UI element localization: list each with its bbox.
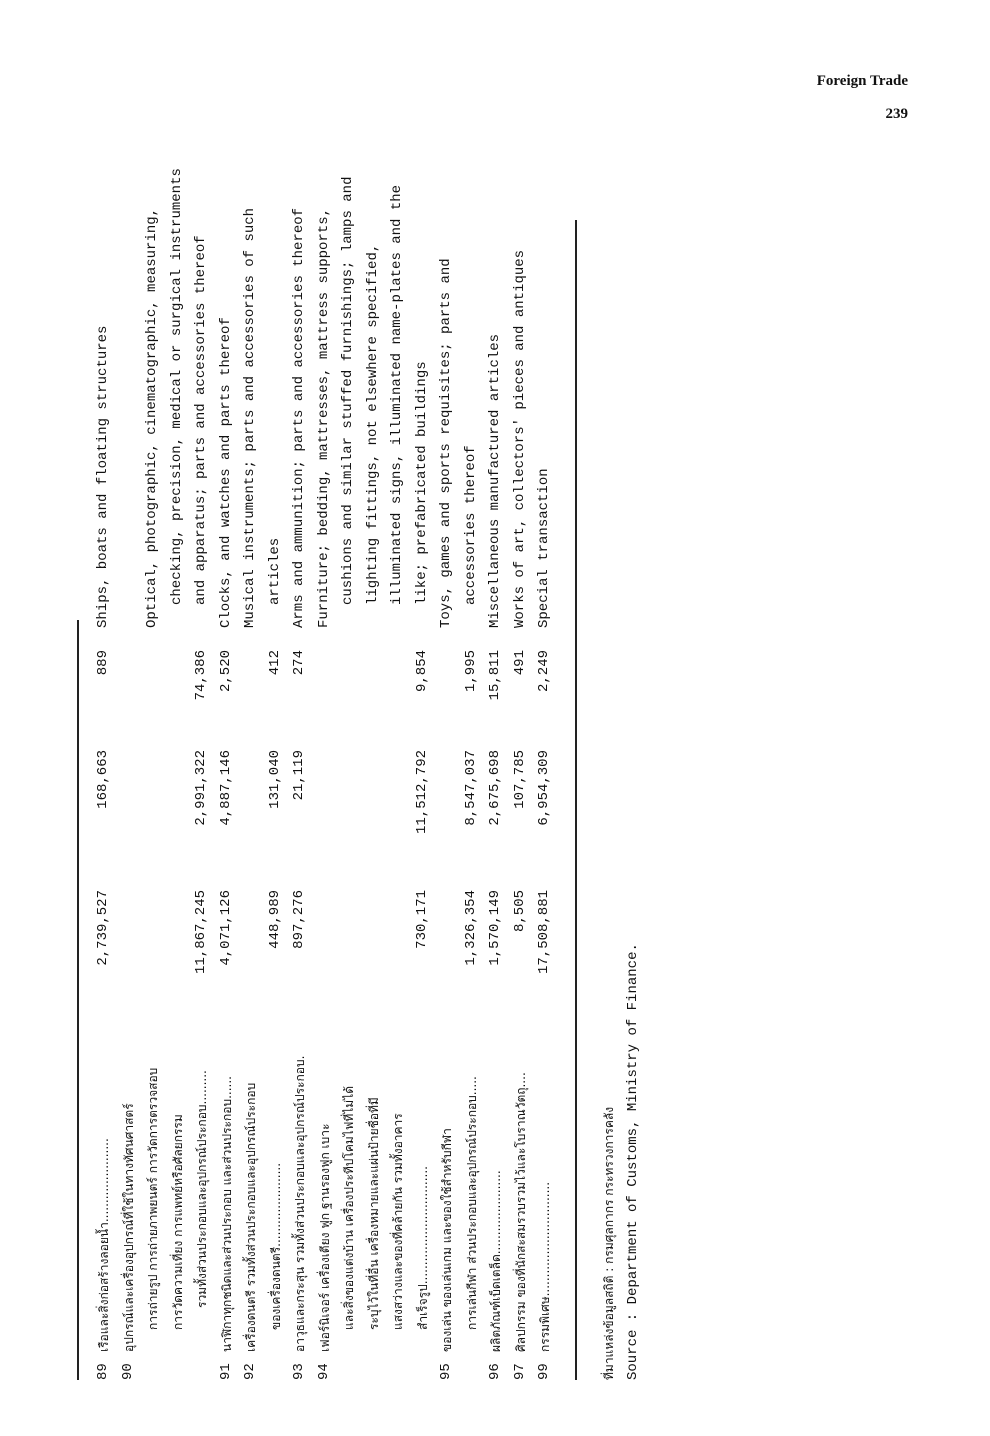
value-column-2: 8,547,037 [462,750,479,826]
table-row [512,220,538,1380]
thai-description: ของเล่น ของเล่นเกม และของใช้สำหรับกีฬา [440,1128,454,1352]
value-column-2: 2,675,698 [487,750,503,826]
english-description: Toys, games and sports requisites; parts and [438,258,454,628]
thai-description: แสงสว่างและของที่คล้ายกัน รวมทั้งอาคาร [391,1113,405,1330]
thai-description: ของเครื่องดนตรี...................... [268,1162,283,1330]
value-column-1: 4,071,126 [217,890,234,966]
value-column-3: 9,854 [413,650,430,693]
english-description: lighting fittings, not elsewhere specified, [364,243,381,605]
thai-description: สำเร็จรูป............................... [415,1166,430,1330]
value-column-3: 889 [95,650,111,676]
table-row [365,220,391,1380]
thai-description: กรรมพิเศษ.............................. [538,1181,552,1352]
row-number: 92 [242,1363,258,1380]
source-note-thai: ที่มาแหล่งข้อมูลสถิติ : กรมศุลกากร กระทรวงการคลัง [602,1106,616,1380]
english-description: and apparatus; parts and accessories thereof [193,235,209,605]
english-description: Clocks, and watches and parts thereof [217,317,234,628]
value-column-2: 2,991,322 [193,750,209,826]
thai-description: ระบุไว้ในที่อื่น เครื่องหมายและแผ่นป้ายชื่อที่มี [366,1097,381,1330]
table-row [218,220,244,1380]
table-row [389,184,415,1380]
english-description: Furniture; bedding, mattresses, mattress supports, [315,207,332,628]
english-description: Arms and ammunition; parts and accessories thereof [291,207,307,628]
value-column-2: 11,512,792 [413,750,430,835]
value-column-3: 74,386 [193,650,209,701]
table-row [267,220,293,1380]
value-column-2: 168,663 [95,750,111,809]
row-number: 97 [511,1363,528,1380]
english-description: Ships, boats and floating structures [95,325,111,628]
english-description: cushions and similar stuffed furnishings; lamps and [340,176,356,605]
value-column-2: 107,785 [511,750,528,809]
table-row [242,207,268,1380]
thai-description: การถ่ายรูป การถ่ายภาพยนตร์ การวัดการตรวจสอบ [146,1067,160,1330]
english-description: Optical, photographic, cinematographic, measuring, [144,207,160,628]
table-row [487,220,513,1380]
thai-description: การวัดความเที่ยง การแพทย์หรือศัลยกรรม [170,1114,185,1330]
value-column-1: 448,989 [266,890,283,949]
thai-description: เรือและสิ่งก่อสร้างลอยน้ำ...................... [97,1138,111,1352]
thai-description: เฟอร์นิเจอร์ เครื่องเตียง ฟูก ฐานรองฟูก เบาะ [317,1123,332,1352]
value-column-1: 17,508,881 [536,890,552,975]
value-column-2: 131,040 [266,750,283,809]
value-column-3: 274 [291,650,307,676]
source-note-english: Source : Department of Customs, Ministry of Finance. [625,943,641,1380]
value-column-1: 8,505 [511,890,528,933]
table-row [120,220,146,1380]
thai-description: อุปกรณ์และเครื่องอุปกรณ์ที่ใช้ในทางทัศนศาสตร์ [121,1103,136,1352]
table-row [168,168,195,1380]
row-number: 94 [315,1363,332,1380]
english-description: Works of art, collectors' pieces and antiques [511,249,528,628]
value-column-1: 1,326,354 [462,890,479,966]
english-description: Musical instruments; parts and accessories of such [242,207,258,628]
row-number: 93 [291,1363,307,1380]
value-column-1: 11,867,245 [193,890,209,975]
rotated-table-page [95,168,641,1380]
thai-description: ศิลปกรรม ของที่นักสะสมรวบรวมไว้และโบราณวัตถุ.... [513,1072,528,1352]
value-column-3: 2,249 [536,650,552,693]
thai-description: และสิ่งของแต่งบ้าน เครื่องประทีปโคมไฟที่ไม่ได้ [342,1085,356,1330]
page-number: 239 [885,106,908,122]
thai-description: การเล่นกีฬา ส่วนประกอบและอุปกรณ์ประกอบ..... [464,1076,479,1330]
row-number: 96 [487,1363,503,1380]
value-column-1: 1,570,149 [487,890,503,966]
value-column-3: 2,520 [217,650,234,693]
english-description: Miscellaneous manufactured articles [487,333,503,628]
table-bottom-rule [575,220,578,1380]
english-description: articles [266,537,283,605]
table-row [463,220,489,1380]
english-description: like; prefabricated buildings [413,361,430,605]
table-row [291,207,317,1380]
row-number: 95 [438,1363,454,1380]
thai-description: อาวุธและกระสุน รวมทั้งส่วนประกอบและอุปกรณ์ประกอบ. [293,1055,307,1352]
value-column-2: 6,954,309 [536,750,552,826]
thai-description: นาฬิกาทุกชนิดและส่วนประกอบ และส่วนประกอบ...... [219,1076,234,1352]
table-row [144,207,170,1380]
row-number: 89 [95,1363,111,1380]
table-top-rule [77,620,80,1380]
table-row [95,220,121,1380]
value-column-2: 21,119 [291,750,307,801]
english-description: Special transaction [536,468,552,628]
table-row [536,220,562,1380]
english-description: checking, precision, medical or surgical instruments [168,168,185,605]
row-number: 91 [217,1363,234,1380]
table-row [340,176,366,1380]
running-header-title: Foreign Trade [816,73,908,89]
table-row [414,220,440,1380]
table-row [438,220,464,1380]
value-column-1: 730,171 [413,890,430,949]
value-column-1: 897,276 [291,890,307,949]
row-number: 90 [119,1363,136,1380]
table-row [193,220,219,1380]
thai-description: เครื่องดนตรี รวมทั้งส่วนประกอบและอุปกรณ์ประกอบ [244,1082,258,1352]
thai-description: ผลิตภัณฑ์เบ็ดเตล็ด...................... [489,1170,503,1352]
value-column-3: 15,811 [487,650,503,701]
english-description: illuminated signs, illuminated name-plates and the [389,184,405,605]
value-column-3: 1,995 [462,650,479,693]
row-number: 99 [536,1363,552,1380]
english-description: accessories thereof [462,445,479,605]
value-column-3: 491 [511,650,528,676]
table-row [315,207,342,1380]
value-column-1: 2,739,527 [95,890,111,966]
value-column-3: 412 [266,650,283,676]
thai-description: รวมทั้งส่วนประกอบและอุปกรณ์ประกอบ......... [195,1070,209,1308]
value-column-2: 4,887,146 [217,750,234,826]
